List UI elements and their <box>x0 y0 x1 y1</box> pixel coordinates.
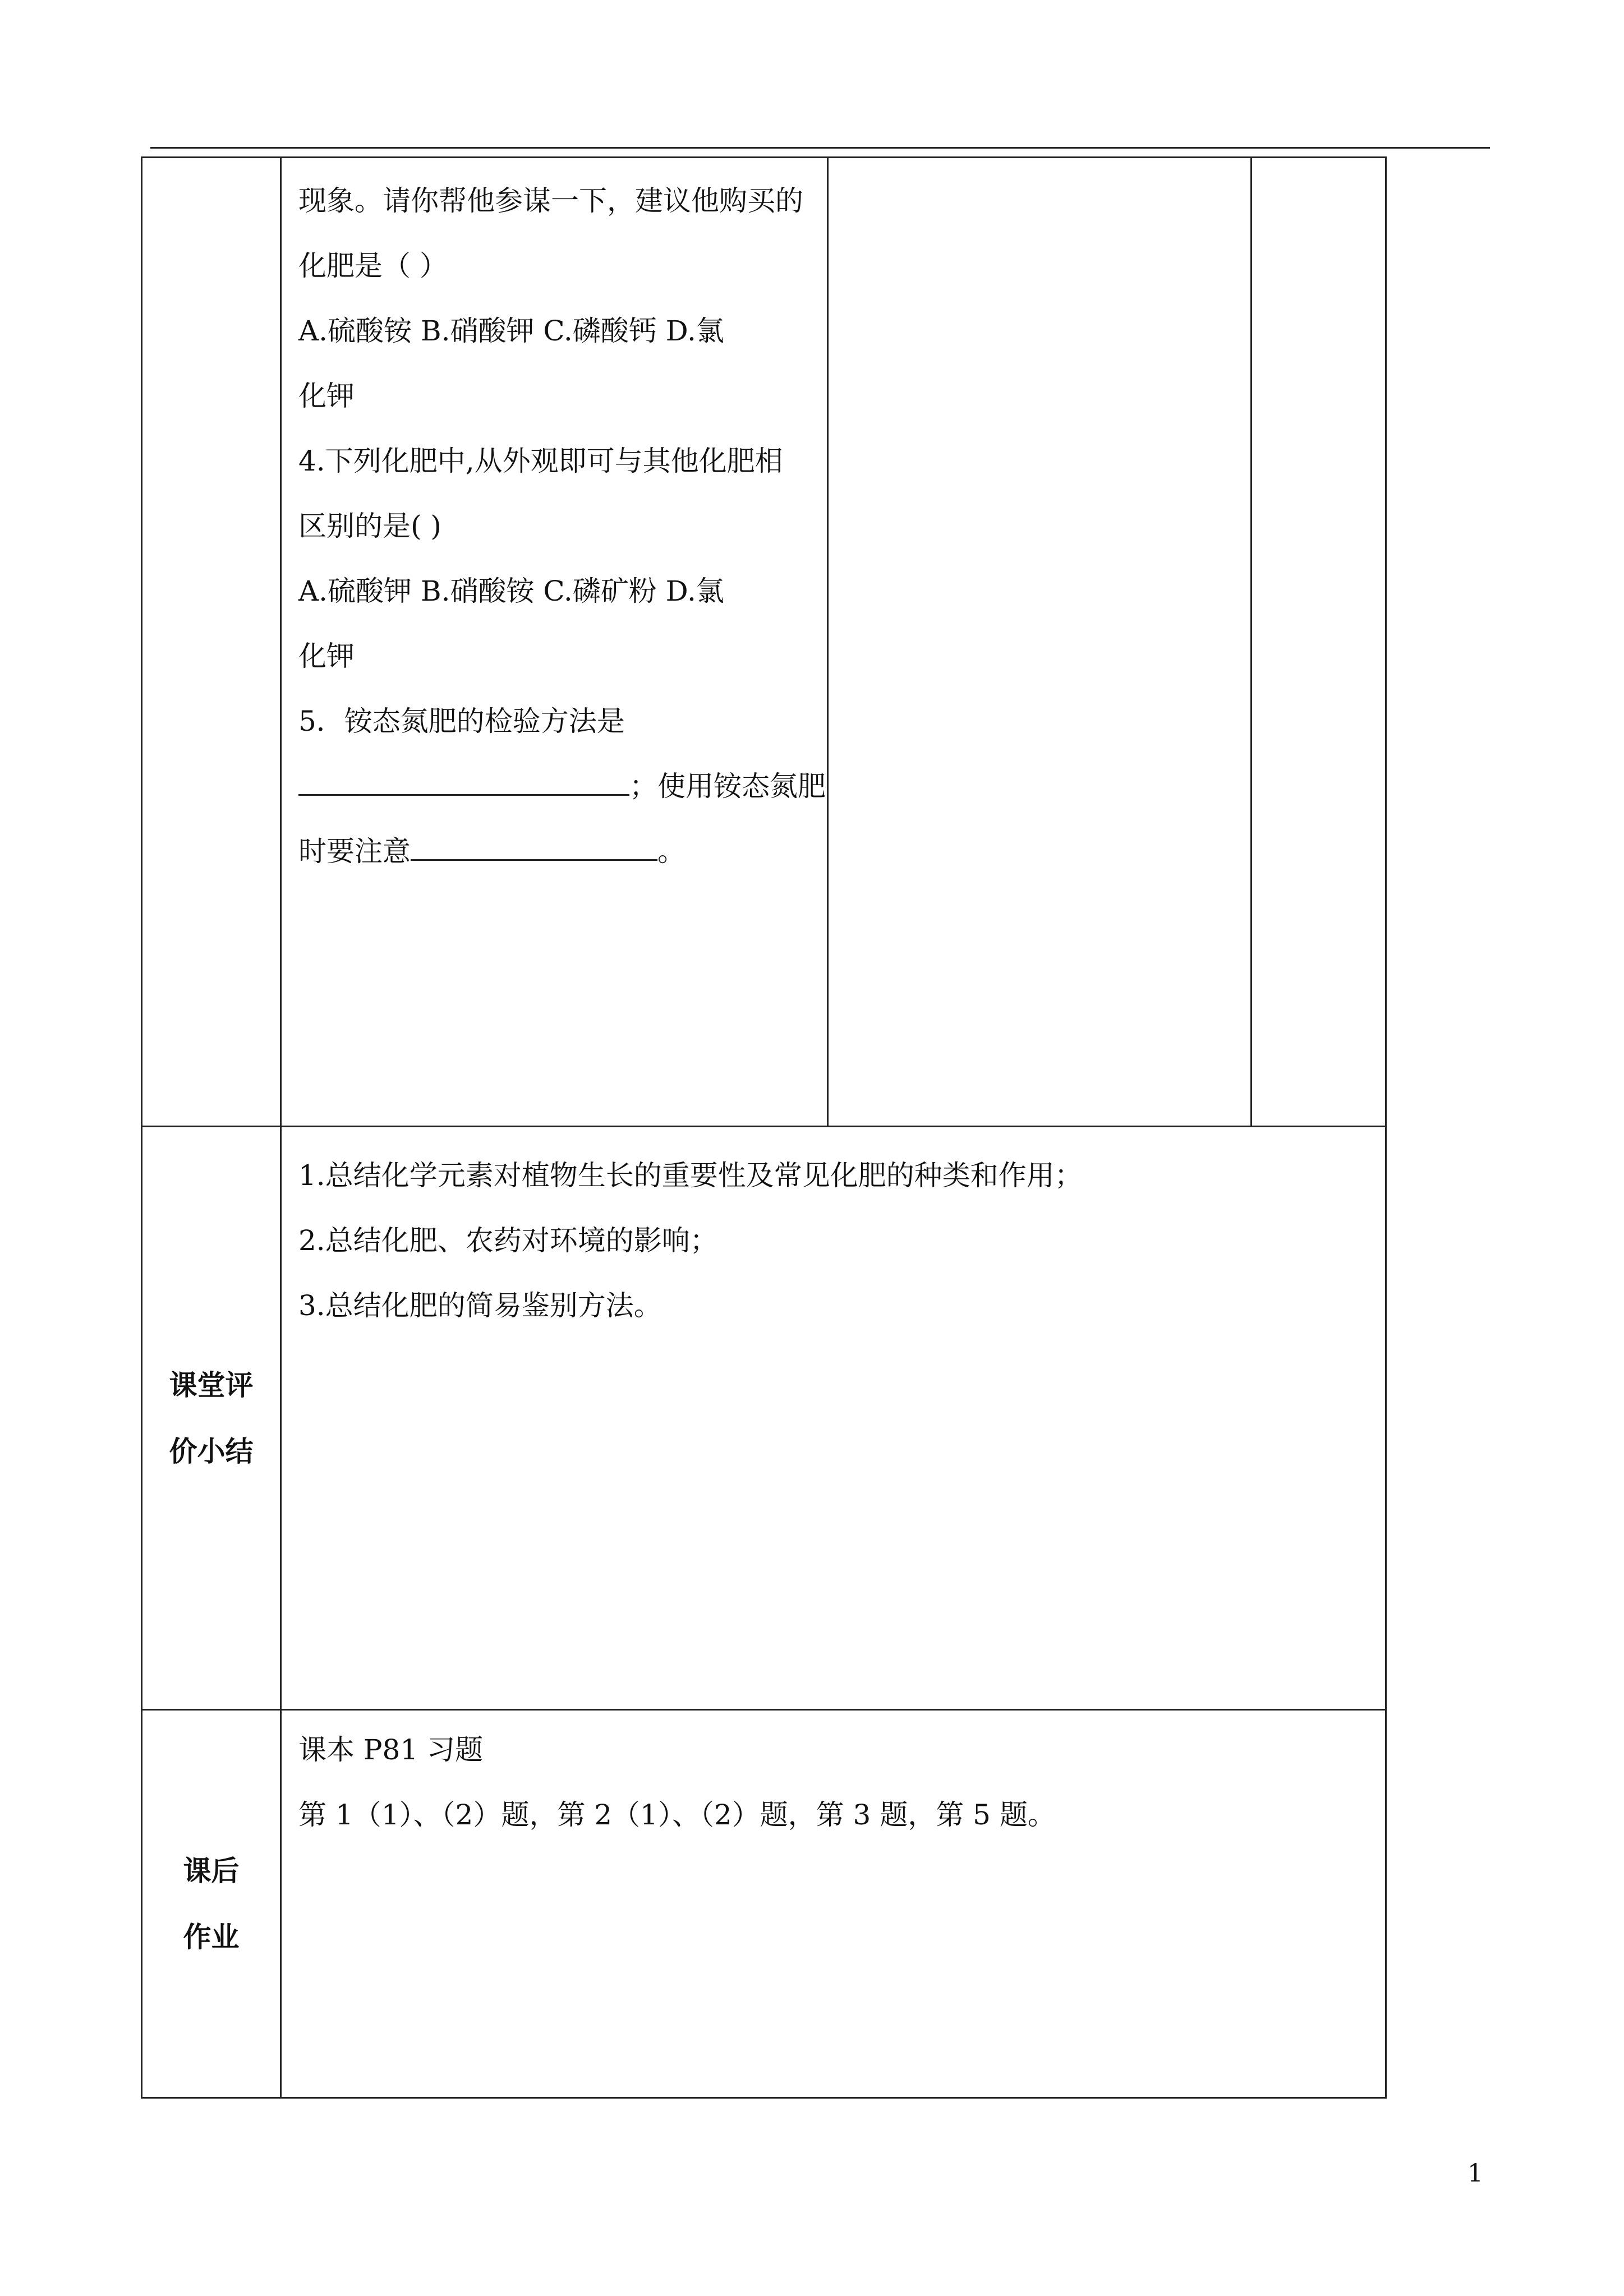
empty-cell <box>828 158 1252 1127</box>
empty-cell <box>1252 158 1386 1127</box>
blank-line-suffix: ；使用铵态氮肥 <box>629 770 826 803</box>
fill-in-line <box>298 819 827 884</box>
summary-cell <box>281 1127 1386 1710</box>
homework-item: 课本 P81 习题 <box>298 1733 484 1766</box>
header-rule <box>150 147 1490 149</box>
summary-item: 3.总结化肥的简易鉴别方法。 <box>298 1289 662 1322</box>
page-number: 1 <box>1467 2159 1483 2188</box>
summary-label-cell <box>142 1127 281 1710</box>
summary-label: 价小结 <box>169 1435 254 1468</box>
exercise-line: 现象。请你帮他参谋一下，建议他购买的 <box>298 185 803 217</box>
exercise-line: 化肥是（ ） <box>298 250 448 282</box>
homework-row <box>142 1710 1386 2098</box>
last-line-prefix: 时要注意 <box>298 835 411 868</box>
fill-in-line <box>298 754 827 819</box>
answer-blank[interactable] <box>411 837 657 861</box>
homework-item: 第 1（1）、（2）题，第 2（1）、（2）题，第 3 题，第 5 题。 <box>298 1799 1056 1831</box>
summary-row <box>142 1127 1386 1710</box>
summary-item: 2.总结化肥、农药对环境的影响； <box>298 1224 718 1257</box>
lesson-plan-table <box>141 156 1387 2099</box>
exercise-row <box>142 158 1386 1127</box>
homework-label-cell <box>142 1710 281 2098</box>
empty-label-cell <box>142 158 281 1127</box>
exercise-line: 5．铵态氮肥的检验方法是 <box>298 705 625 737</box>
homework-label: 课后 <box>183 1854 240 1887</box>
homework-label: 作业 <box>183 1920 240 1953</box>
exercise-line: 化钾 <box>298 380 355 412</box>
exercise-options: A.硫酸铵 B.硝酸钾 C.磷酸钙 D.氯 <box>298 315 724 347</box>
exercise-cell <box>281 158 828 1127</box>
exercise-line: 区别的是( ) <box>298 510 441 542</box>
exercise-line: 4.下列化肥中,从外观即可与其他化肥相 <box>298 445 783 477</box>
homework-cell <box>281 1710 1386 2098</box>
answer-blank[interactable] <box>298 772 629 796</box>
exercise-options: A.硫酸钾 B.硝酸铵 C.磷矿粉 D.氯 <box>298 575 724 607</box>
summary-item: 1.总结化学元素对植物生长的重要性及常见化肥的种类和作用； <box>298 1159 1083 1192</box>
exercise-line: 化钾 <box>298 640 355 672</box>
last-line-suffix: 。 <box>657 835 686 868</box>
summary-label: 课堂评 <box>169 1368 254 1401</box>
